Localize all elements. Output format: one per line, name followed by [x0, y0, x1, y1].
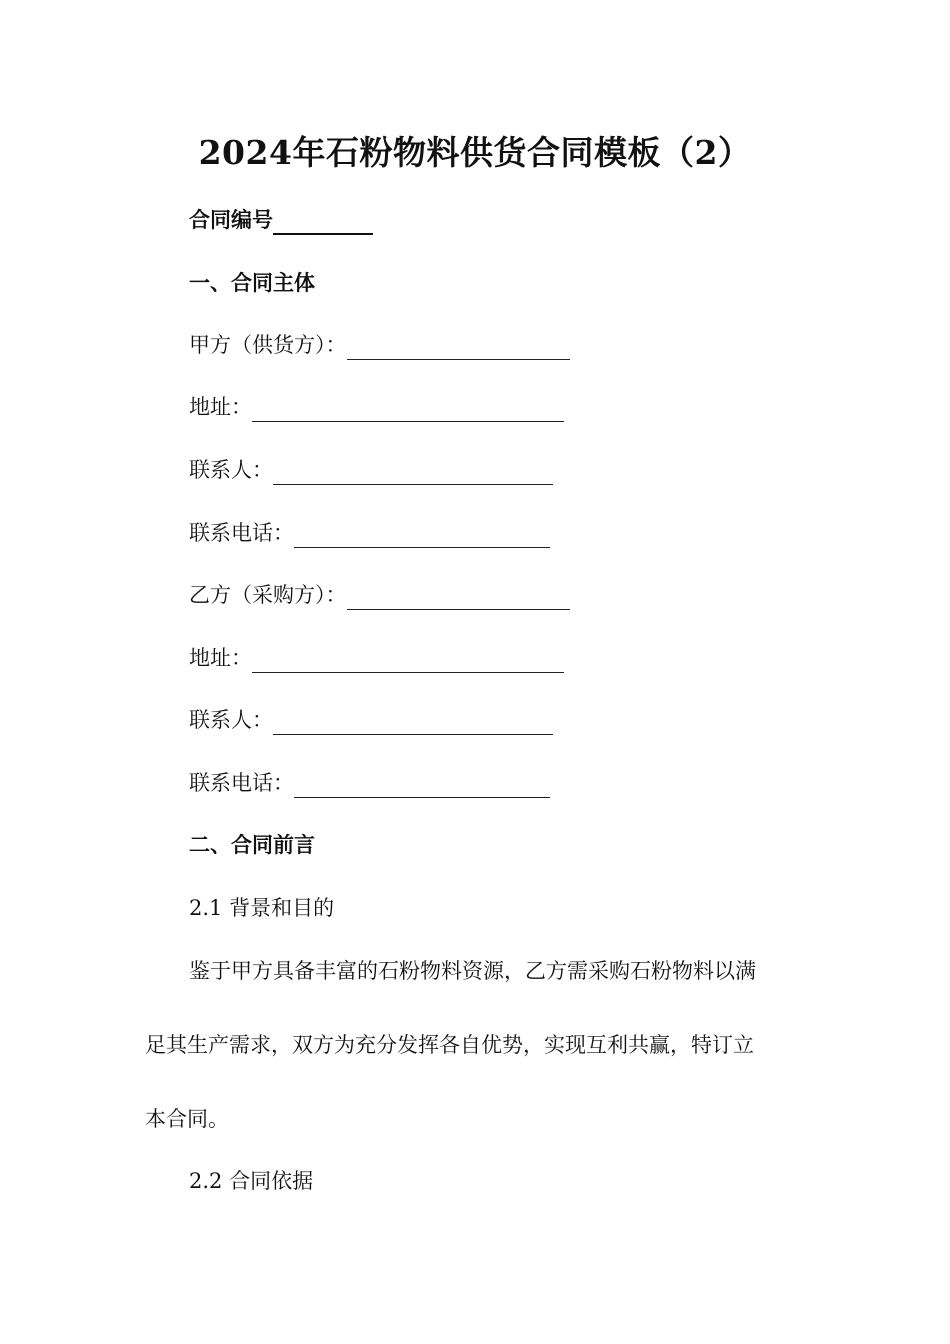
party-a-phone-blank[interactable] — [294, 525, 550, 548]
party-a-address-label: 地址： — [189, 395, 252, 419]
party-a-contact-row — [189, 455, 553, 485]
clause-2-1-line-1: 鉴于甲方具备丰富的石粉物料资源，乙方需采购石粉物料以满 — [189, 959, 756, 983]
clause-2-1-line-2: 足其生产需求，双方为充分发挥各自优势，实现互利共赢，特订立 — [145, 1033, 754, 1057]
party-b-address-row — [189, 643, 564, 673]
party-b-contact-blank[interactable] — [273, 712, 553, 735]
party-a-blank[interactable] — [347, 337, 570, 360]
contract-number-label: 合同编号 — [189, 207, 273, 232]
section-2-heading: 二、合同前言 — [189, 832, 315, 857]
clause-2-2-title: 2.2 合同依据 — [189, 1169, 314, 1193]
party-b-label: 乙方（采购方）： — [189, 583, 347, 607]
contract-number-blank[interactable] — [273, 211, 373, 235]
document-title: 2024年石粉物料供货合同模板（2） — [198, 133, 752, 172]
party-b-phone-label: 联系电话： — [189, 771, 294, 795]
clause-2-1-title: 2.1 背景和目的 — [189, 896, 335, 920]
party-b-blank[interactable] — [347, 587, 570, 610]
party-a-row — [189, 330, 570, 360]
party-a-phone-label: 联系电话： — [189, 521, 294, 545]
section-1-heading: 一、合同主体 — [189, 270, 315, 295]
party-b-contact-row — [189, 705, 553, 735]
party-b-address-label: 地址： — [189, 646, 252, 670]
party-b-address-blank[interactable] — [252, 650, 564, 673]
party-b-phone-row — [189, 768, 550, 798]
party-b-contact-label: 联系人： — [189, 708, 273, 732]
contract-number-row — [189, 205, 373, 235]
party-a-contact-label: 联系人： — [189, 458, 273, 482]
party-a-phone-row — [189, 518, 550, 548]
party-b-row — [189, 580, 570, 610]
party-b-phone-blank[interactable] — [294, 775, 550, 798]
party-a-address-blank[interactable] — [252, 399, 564, 422]
party-a-address-row — [189, 392, 564, 422]
party-a-label: 甲方（供货方）： — [189, 333, 347, 357]
party-a-contact-blank[interactable] — [273, 462, 553, 485]
clause-2-1-line-3: 本合同。 — [145, 1107, 229, 1131]
